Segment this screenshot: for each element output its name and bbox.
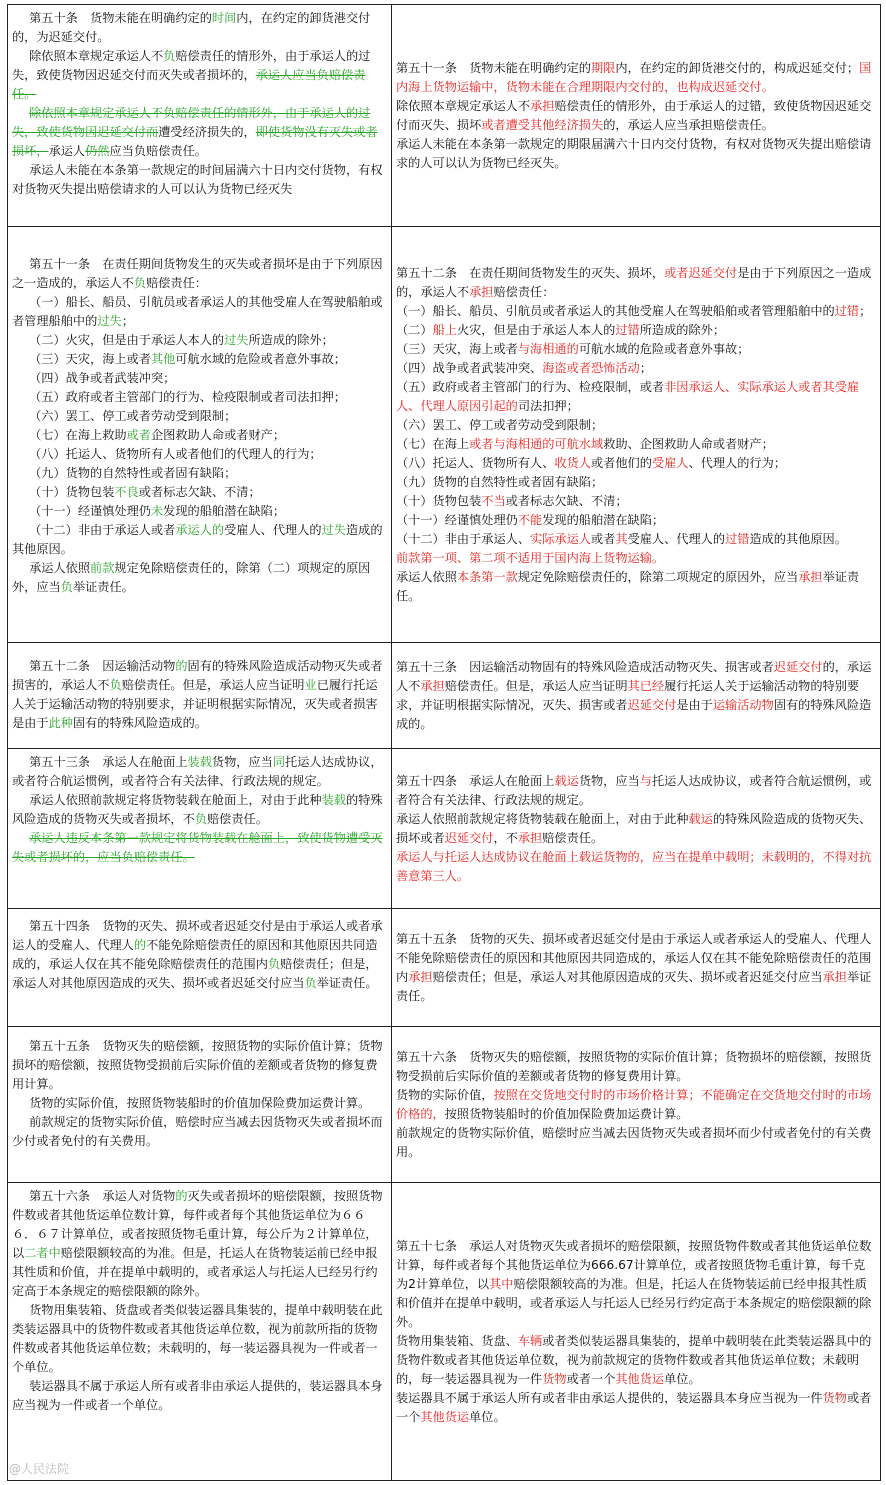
- text-segment: （三）天灾，海上或者: [396, 341, 518, 356]
- text-segment: 按照货物装船时的价值加保险费加运费计算。: [444, 1106, 689, 1121]
- text-segment: ；: [121, 314, 134, 328]
- text-segment: （三）天灾，海上或者: [29, 352, 151, 366]
- changed-text: 同: [272, 755, 286, 769]
- text-segment: 赔偿责任：: [493, 284, 555, 299]
- text-segment: 受雇人、代理人的: [627, 531, 726, 546]
- added-text: 其中: [489, 1276, 514, 1291]
- article-paragraph: [396, 1389, 876, 1427]
- text-segment: 的，承运人不: [396, 659, 872, 693]
- article-paragraph: [396, 810, 876, 848]
- text-segment: （五）政府或者主管部门的行为、检疫限制或者司法扣押；: [29, 390, 346, 404]
- text-segment: 第五十二条 因运输活动物: [29, 659, 176, 673]
- text-segment: 承运人依照: [396, 569, 457, 584]
- text-segment: 固有的特殊风险造成活动物灭失或者损害的，承运人不: [12, 659, 383, 692]
- article-paragraph: [12, 445, 387, 464]
- text-segment: 除依照本章规定承运人不: [396, 98, 531, 113]
- changed-text: 业: [304, 678, 317, 692]
- text-segment: 托运人达成协议，或者符合航运惯例，或者符合有关法律、行政法规的规定。: [396, 773, 872, 807]
- text-segment: 规定免除赔偿责任的，除第（二）项规定的原因外，应当: [12, 561, 371, 594]
- text-segment: （五）政府或者主管部门的行为、检疫限制，或者: [396, 379, 665, 394]
- changed-text: 其他: [150, 352, 176, 366]
- text-segment: 的特殊风险造成的货物灭失或者损坏，不: [12, 793, 383, 826]
- article-paragraph: [396, 302, 876, 321]
- text-segment: 除依照本章规定承运人不: [29, 49, 164, 63]
- text-segment: 承运人依照前款规定将货物装载在舱面上，对由于此种: [29, 793, 322, 807]
- text-segment: 或者标志欠缺、不清；: [138, 485, 261, 499]
- article-paragraph: [396, 378, 876, 416]
- text-segment: 、代理人的行为；: [688, 455, 786, 470]
- changed-text: 二者中: [24, 1246, 61, 1260]
- table-row: [7, 1183, 881, 1481]
- added-text: 收货人: [554, 455, 591, 470]
- article-paragraph: [12, 426, 387, 445]
- text-segment: （十）货物包装: [396, 493, 482, 508]
- article-paragraph: [12, 161, 387, 199]
- new-article-cell: [392, 1027, 881, 1182]
- text-segment: （六）罢工、停工或者劳动受到限制；: [396, 417, 604, 432]
- new-article-cell: [392, 5, 881, 226]
- text-segment: 第五十一条 货物未能在明确约定的: [396, 60, 591, 75]
- added-text: 过错: [834, 303, 860, 318]
- added-text: 或者遭受其他经济损失: [481, 117, 604, 132]
- changed-text: 的: [133, 938, 147, 952]
- text-segment: 或者类似装运器具集装的，提单中载明装在此类装运器具中的货物件数或者其他货运单位数，视为前款规定的货物件数或者其他货运单位数；未载明的，每一装运器具视为一件: [396, 1333, 872, 1386]
- article-paragraph: [12, 293, 387, 331]
- text-segment: （八）托运人、货物所有人或者他们的代理人的行为；: [29, 447, 322, 461]
- article-paragraph: [12, 1377, 387, 1415]
- text-segment: 发现的船舶潜在缺陷；: [542, 512, 665, 527]
- changed-text: 过失: [224, 333, 249, 347]
- text-segment: （六）罢工、停工或者劳动受到限制；: [29, 409, 237, 423]
- article-paragraph: [396, 135, 876, 173]
- deleted-text: 除依照本章规定承运人不负赔偿责任的情形外，由于承运人的过失，致使货物因迟延交付而: [12, 106, 371, 139]
- table-row: [7, 643, 881, 749]
- text-segment: 规定免除赔偿责任的，除第二项规定的原因外，应当: [517, 569, 799, 584]
- added-text: 迟延交付: [773, 659, 823, 674]
- text-segment: 履行托运人关于运输活动物的特别要求，并证明根据实际情况，灭失、损害或者: [396, 678, 860, 712]
- added-text: 运输活动物: [712, 697, 774, 712]
- article-paragraph: [396, 568, 876, 606]
- text-segment: 所造成的除外；: [248, 333, 334, 347]
- changed-text: 此种: [48, 716, 73, 730]
- text-segment: 托运人达成协议，或者符合航运惯例，或者符合有关法律、行政法规的规定。: [12, 755, 383, 788]
- text-segment: 赔偿责任。但是，承运人应当证明: [121, 678, 305, 692]
- changed-text: 前款: [90, 561, 115, 575]
- added-text: 承运人与托运人达成协议在舱面上载运货物的，应当在提单中载明；未载明的，不得对抗善意第三人。: [396, 849, 872, 883]
- article-paragraph: [396, 511, 876, 530]
- text-segment: 火灾，但是由于承运人本人的: [456, 322, 616, 337]
- text-segment: 前款规定的货物实际价值，赔偿时应当减去因货物灭失或者损坏而少付或者免付的有关费用。: [12, 1115, 383, 1148]
- text-segment: 单位。: [664, 1371, 701, 1386]
- text-segment: 受雇人、代理人的: [224, 523, 322, 537]
- added-text: 承担: [408, 969, 433, 984]
- text-segment: 固有的特殊风险造成的。: [396, 697, 872, 731]
- added-text: 期限: [591, 60, 616, 75]
- article-paragraph: [12, 255, 387, 293]
- added-text: 承担: [469, 284, 494, 299]
- added-text: 实际承运人: [530, 531, 591, 546]
- text-segment: 内，在约定的卸货港交付的，为迟延交付。: [12, 11, 371, 44]
- text-segment: 遭受经济损失的，: [158, 125, 256, 139]
- changed-text: 过失: [97, 314, 122, 328]
- added-text: 其已经: [627, 678, 665, 693]
- comparison-table: [7, 4, 881, 1481]
- article-paragraph: [396, 97, 876, 135]
- changed-text: 承运人的: [175, 523, 225, 537]
- table-row: [7, 227, 881, 643]
- text-segment: 或者一个: [396, 1390, 872, 1424]
- text-segment: 赔偿责任：: [146, 276, 207, 290]
- changed-text: 的: [175, 659, 188, 673]
- text-segment: 第五十六条 承运人对货物: [29, 1189, 176, 1203]
- new-article-cell: [392, 1183, 881, 1480]
- text-segment: 举证责任。: [316, 976, 378, 990]
- new-article-cell: [392, 749, 881, 908]
- article-paragraph: [12, 657, 387, 733]
- text-segment: 第五十四条 承运人在舱面上: [396, 773, 555, 788]
- text-segment: 企图救助人命或者财产；: [150, 428, 286, 442]
- new-article-cell: [392, 909, 881, 1026]
- table-row: [7, 5, 881, 227]
- changed-text: 装载: [321, 793, 346, 807]
- changed-text: 负: [60, 580, 73, 594]
- text-segment: 货物，应当: [211, 755, 273, 769]
- changed-text: 负: [304, 976, 317, 990]
- text-segment: 第五十三条 承运人在舱面上: [29, 755, 188, 769]
- text-segment: （十一）经谨慎处理仍: [29, 504, 151, 518]
- text-segment: 货物的实际价值，按照货物装船时的价值加保险费加运费计算。: [29, 1096, 371, 1110]
- text-segment: （七）在海上: [396, 436, 470, 451]
- text-segment: 货物的实际价值，: [396, 1087, 494, 1102]
- text-segment: （十）货物包装: [29, 485, 115, 499]
- text-segment: 救助、企图救助人命或者财产；: [603, 436, 774, 451]
- old-article-cell: [7, 909, 392, 1026]
- changed-text: 负: [109, 678, 122, 692]
- changed-text: 负: [133, 276, 147, 290]
- old-article-cell: [7, 749, 392, 908]
- article-paragraph: [396, 549, 876, 568]
- text-segment: 承运人依照前款规定将货物装载在舱面上，对由于此种: [396, 811, 689, 826]
- old-article-cell: [7, 1027, 392, 1182]
- text-segment: 单位。: [469, 1409, 506, 1424]
- text-segment: 是由于下列原因之一造成的，承运人不: [396, 265, 872, 299]
- text-segment: （四）战争或者武装冲突；: [29, 371, 176, 385]
- added-text: 非因承运人、实际承运人或者其受雇人、代理人原因引起的: [396, 379, 860, 413]
- table-row: [7, 749, 881, 909]
- new-article-cell: [392, 643, 881, 748]
- article-paragraph: [396, 1086, 876, 1124]
- text-segment: 灭失或者损坏的赔偿限额，按照货物件数或者其他货运单位数计算，每件或者每个其他货运单位为６６６．６７计算单位，或者按照货物毛重计算，每公斤为２计算单位，以: [12, 1189, 383, 1260]
- changed-text: 负: [194, 812, 207, 826]
- text-segment: （十一）经谨慎处理仍: [396, 512, 518, 527]
- text-segment: 赔偿责任；但是，承运人对其他原因造成的灭失、损坏或者迟延交付应当: [12, 957, 378, 990]
- added-text: 承担: [420, 678, 445, 693]
- article-paragraph: [12, 369, 387, 388]
- table-row: [7, 909, 881, 1027]
- article-paragraph: [396, 530, 876, 549]
- added-text: 不能: [517, 512, 543, 527]
- added-text: 车辆: [517, 1333, 543, 1348]
- added-text: 载运: [554, 773, 579, 788]
- article-paragraph: [396, 359, 876, 378]
- text-segment: 举证责任。: [72, 580, 134, 594]
- watermark: @人民法院: [9, 1462, 70, 1476]
- added-text: 货物: [822, 1390, 847, 1405]
- article-paragraph: [12, 521, 387, 559]
- article-paragraph: [396, 492, 876, 511]
- table-row: [7, 1027, 881, 1183]
- text-segment: ，不: [493, 830, 518, 845]
- text-segment: （一）船长、船员、引航员或者承运人的其他受雇人在驾驶船舶或者管理船舶中的: [396, 303, 835, 318]
- text-segment: 第五十六条 货物灭失的赔偿额，按照货物的实际价值计算；货物损坏的赔偿额，按照货物受损前后实际价值的差额或者货物的修复费用计算。: [396, 1049, 872, 1083]
- new-article-cell: [392, 227, 881, 642]
- text-segment: 货物用集装箱、货盘或者类似装运器具集装的，提单中载明装在此类装运器具中的货物件数或者其他货运单位数，视为前款所指的货物件数或者其他货运单位数；未载明的，每一装运器具视为一件或者一个单位。: [12, 1303, 383, 1374]
- text-segment: 第五十五条 货物的灭失、损坏或者迟延交付是由于承运人或者承运人的受雇人、代理人不能免除赔偿责任的原因和其他原因共同造成的，承运人仅在其不能免除赔偿责任的范围内: [396, 931, 872, 984]
- text-segment: 承运人未能在本条第一款规定的时间届满六十日内交付货物，有权对货物灭失提出赔偿请求的人可以认为货物已经灭失: [12, 163, 383, 196]
- added-text: 迟延交付: [627, 697, 677, 712]
- text-segment: 承运人依照: [29, 561, 91, 575]
- added-text: 前款第一项、第二项不适用于国内海上货物运输。: [396, 550, 665, 565]
- old-article-cell: [7, 643, 392, 748]
- text-segment: 承运人: [48, 144, 86, 158]
- text-segment: 赔偿责任的情形外，由于承运人的过错，致使货物因迟延交付而灭失、损坏: [396, 98, 872, 132]
- text-segment: （九）货物的自然特性或者固有缺陷；: [29, 466, 237, 480]
- text-segment: 或者他们的: [591, 455, 652, 470]
- article-paragraph: [396, 930, 876, 1006]
- article-paragraph: [12, 331, 387, 350]
- added-text: 或者迟延交付: [664, 265, 738, 280]
- text-segment: 第五十五条 货物灭失的赔偿额，按照货物的实际价值计算；货物损坏的赔偿额，按照货物受损前后实际价值的差额或者货物的修复费用计算。: [12, 1039, 383, 1091]
- article-paragraph: [12, 9, 387, 47]
- article-paragraph: [396, 1048, 876, 1086]
- text-segment: 内，在约定的卸货港交付的，构成迟延交付；: [615, 60, 860, 75]
- article-paragraph: [396, 340, 876, 359]
- changed-text: 未: [150, 504, 164, 518]
- changed-text: 装载: [187, 755, 212, 769]
- text-segment: 前款规定的货物实际价值，赔偿时应当减去因货物灭失或者损坏而少付或者免付的有关费用。: [396, 1125, 872, 1159]
- added-text: 本条第一款: [456, 569, 518, 584]
- article-paragraph: [12, 464, 387, 483]
- added-text: 承担: [517, 830, 543, 845]
- article-paragraph: [12, 559, 387, 597]
- article-paragraph: [396, 772, 876, 810]
- article-paragraph: [396, 454, 876, 473]
- article-paragraph: [12, 1094, 387, 1113]
- article-paragraph: [12, 483, 387, 502]
- text-segment: 举证责任。: [396, 969, 872, 1003]
- old-article-cell: [7, 5, 392, 226]
- added-text: 货物: [542, 1371, 567, 1386]
- text-segment: 第五十四条 货物的灭失、损坏或者迟延交付是由于承运人或者承运人的受雇人、代理人: [12, 919, 383, 952]
- text-segment: 赔偿责任。: [542, 830, 604, 845]
- text-segment: 应当负赔偿责任。: [109, 144, 207, 158]
- text-segment: 装运器具不属于承运人所有或者非由承运人提供的，装运器具本身应当视为一件: [396, 1390, 823, 1405]
- text-segment: 的特殊风险造成的货物灭失、损坏或者: [396, 811, 872, 845]
- text-segment: 可航水域的危险或者意外事故；: [578, 341, 750, 356]
- changed-text: 负: [163, 49, 176, 63]
- text-segment: 第五十三条 因运输活动物固有的特殊风险造成活动物灭失、损害或者: [396, 659, 774, 674]
- changed-text: 不良: [114, 485, 139, 499]
- added-text: 不当: [481, 493, 506, 508]
- text-segment: 举证责任。: [396, 569, 860, 603]
- article-paragraph: [396, 435, 876, 454]
- article-paragraph: [396, 1332, 876, 1389]
- article-paragraph: [396, 1124, 876, 1162]
- added-text: 承担: [530, 98, 555, 113]
- article-paragraph: [12, 407, 387, 426]
- text-segment: 已履行托运人关于运输活动物的特别要求，并证明根据实际情况，灭失或者损害是由于: [12, 678, 378, 730]
- text-segment: （四）战争或者武装冲突、: [396, 360, 543, 375]
- text-segment: 赔偿限额较高的为准。但是，托运人在货物装运前已经申报其性质和价值，并在提单中载明的，或者承运人与托运人已经另行约定高于本条规定的赔偿限额的除外。: [12, 1246, 378, 1298]
- text-segment: （八）托运人、货物所有人、: [396, 455, 555, 470]
- article-paragraph: [12, 388, 387, 407]
- added-text: 过错: [725, 531, 750, 546]
- deleted-text: 仍然: [85, 144, 110, 158]
- added-text: 其他货运: [420, 1409, 470, 1424]
- text-segment: 是由于: [676, 697, 713, 712]
- article-paragraph: [12, 104, 387, 161]
- article-paragraph: [12, 1113, 387, 1151]
- added-text: 海盗或者恐怖活动: [542, 360, 640, 375]
- changed-text: 时间: [211, 11, 237, 25]
- article-paragraph: [396, 658, 876, 734]
- text-segment: 装运器具不属于承运人所有或者非由承运人提供的，装运器具本身应当视为一件或者一个单位。: [12, 1379, 383, 1412]
- article-paragraph: [12, 1187, 387, 1301]
- deleted-text: 承运人应当负赔偿责任。: [12, 68, 366, 101]
- added-text: 与: [639, 773, 652, 788]
- article-paragraph: [12, 753, 387, 791]
- article-paragraph: [12, 829, 387, 867]
- text-segment: 司法扣押；: [517, 398, 579, 413]
- added-text: 载运: [688, 811, 713, 826]
- added-text: 其: [615, 531, 628, 546]
- article-paragraph: [396, 264, 876, 302]
- article-paragraph: [12, 502, 387, 521]
- added-text: 船上: [432, 322, 457, 337]
- added-text: 按照在交货地交付时的市场价格计算；不能确定在交货地交付时的市场价格的，: [396, 1087, 872, 1121]
- changed-text: 过失: [321, 523, 346, 537]
- added-text: 承担: [798, 569, 823, 584]
- text-segment: 第五十七条 承运人对货物灭失或者损坏的赔偿限额，按照货物件数或者其他货运单位数计算，每件或者每个其他货运单位为666.67计算单位，或者按照货物毛重计算，每千克为2计算单位，以: [396, 1238, 872, 1291]
- article-paragraph: [396, 848, 876, 886]
- text-segment: 赔偿责任。但是，承运人应当证明: [444, 678, 628, 693]
- added-text: 受雇人: [651, 455, 689, 470]
- text-segment: 不能免除赔偿责任的原因和其他原因共同造成的，承运人仅在其不能免除赔偿责任的范围内: [12, 938, 378, 971]
- article-paragraph: [12, 350, 387, 369]
- deleted-text: 承运人违反本条第一款规定将货物装载在舱面上，致使货物遭受灭失或者损坏的，应当负赔偿责任。: [12, 831, 383, 864]
- article-paragraph: [12, 917, 387, 993]
- text-segment: 发现的船舶潜在缺陷；: [163, 504, 286, 518]
- text-segment: 或者: [591, 531, 616, 546]
- added-text: 其他货运: [615, 1371, 665, 1386]
- text-segment: 赔偿限额较高的为准。但是，托运人在货物装运前已经申报其性质和价值并在提单中载明，或者承运人与托运人已经另行约定高于本条规定的赔偿限额的除外。: [396, 1276, 872, 1329]
- text-segment: （九）货物的自然特性或者固有缺陷；: [396, 474, 604, 489]
- added-text: 国内海上货物运输中，货物未能在合理期限内交付的，也构成迟延交付。: [396, 60, 872, 94]
- added-text: 与海相通的: [517, 341, 579, 356]
- article-paragraph: [12, 1301, 387, 1377]
- text-segment: 固有的特殊风险造成的。: [72, 716, 207, 730]
- added-text: 过错: [615, 322, 640, 337]
- text-segment: 承运人未能在本条第一款规定的期限届满六十日内交付货物，有权对货物灭失提出赔偿请求的人可以认为货物已经灭失。: [396, 136, 872, 170]
- old-article-cell: [7, 1183, 392, 1480]
- text-segment: 赔偿责任。: [207, 812, 268, 826]
- article-paragraph: [12, 47, 387, 104]
- text-segment: 赔偿责任；但是，承运人对其他原因造成的灭失、损坏或者迟延交付应当: [432, 969, 823, 984]
- added-text: 或者与海相通的可航水域: [469, 436, 604, 451]
- text-segment: 所造成的除外；: [639, 322, 726, 337]
- text-segment: 可航水域的危险或者意外事故；: [175, 352, 346, 366]
- text-segment: （一）船长、船员、引航员或者承运人的其他受雇人在驾驶船舶或者管理船舶中的: [12, 295, 383, 328]
- text-segment: 或者标志欠缺、不清；: [505, 493, 628, 508]
- changed-text: 或者: [126, 428, 151, 442]
- changed-text: 的: [175, 1189, 188, 1203]
- text-segment: 造成的其他原因。: [749, 531, 847, 546]
- text-segment: 第五十条 货物未能在明确约定的: [29, 11, 212, 25]
- added-text: 承担: [822, 969, 847, 984]
- text-segment: 或者一个: [566, 1371, 616, 1386]
- changed-text: 负: [267, 957, 281, 971]
- text-segment: ；: [639, 360, 652, 375]
- text-segment: ；: [859, 303, 872, 318]
- text-segment: （七）在海上救助: [29, 428, 127, 442]
- added-text: 迟延交付: [444, 830, 494, 845]
- text-segment: 第五十一条 在责任期间货物发生的灭失或者损坏是由于下列原因之一造成的，承运人不: [12, 257, 383, 290]
- text-segment: （二）火灾，但是由于承运人本人的: [29, 333, 225, 347]
- article-paragraph: [12, 1037, 387, 1094]
- article-paragraph: [396, 59, 876, 97]
- text-segment: 第五十二条 在责任期间货物发生的灭失、损坏，: [396, 265, 665, 280]
- article-paragraph: [396, 416, 876, 435]
- article-paragraph: [12, 791, 387, 829]
- text-segment: 造成的其他原因。: [12, 523, 383, 556]
- text-segment: 的，承运人应当承担赔偿责任。: [603, 117, 774, 132]
- text-segment: 赔偿责任的情形外，由于承运人的过失，致使货物因迟延交付而灭失或者损坏的，: [12, 49, 371, 82]
- old-article-cell: [7, 227, 392, 642]
- deleted-text: 即使货物没有灭失或者损坏，: [12, 125, 378, 158]
- text-segment: （十二）非由于承运人或者: [29, 523, 176, 537]
- text-segment: （二）: [396, 322, 433, 337]
- article-paragraph: [396, 1237, 876, 1332]
- article-paragraph: [396, 473, 876, 492]
- article-paragraph: [396, 321, 876, 340]
- text-segment: 货物用集装箱、货盘、: [396, 1333, 518, 1348]
- text-segment: 货物，应当: [578, 773, 640, 788]
- text-segment: （十二）非由于承运人、: [396, 531, 531, 546]
